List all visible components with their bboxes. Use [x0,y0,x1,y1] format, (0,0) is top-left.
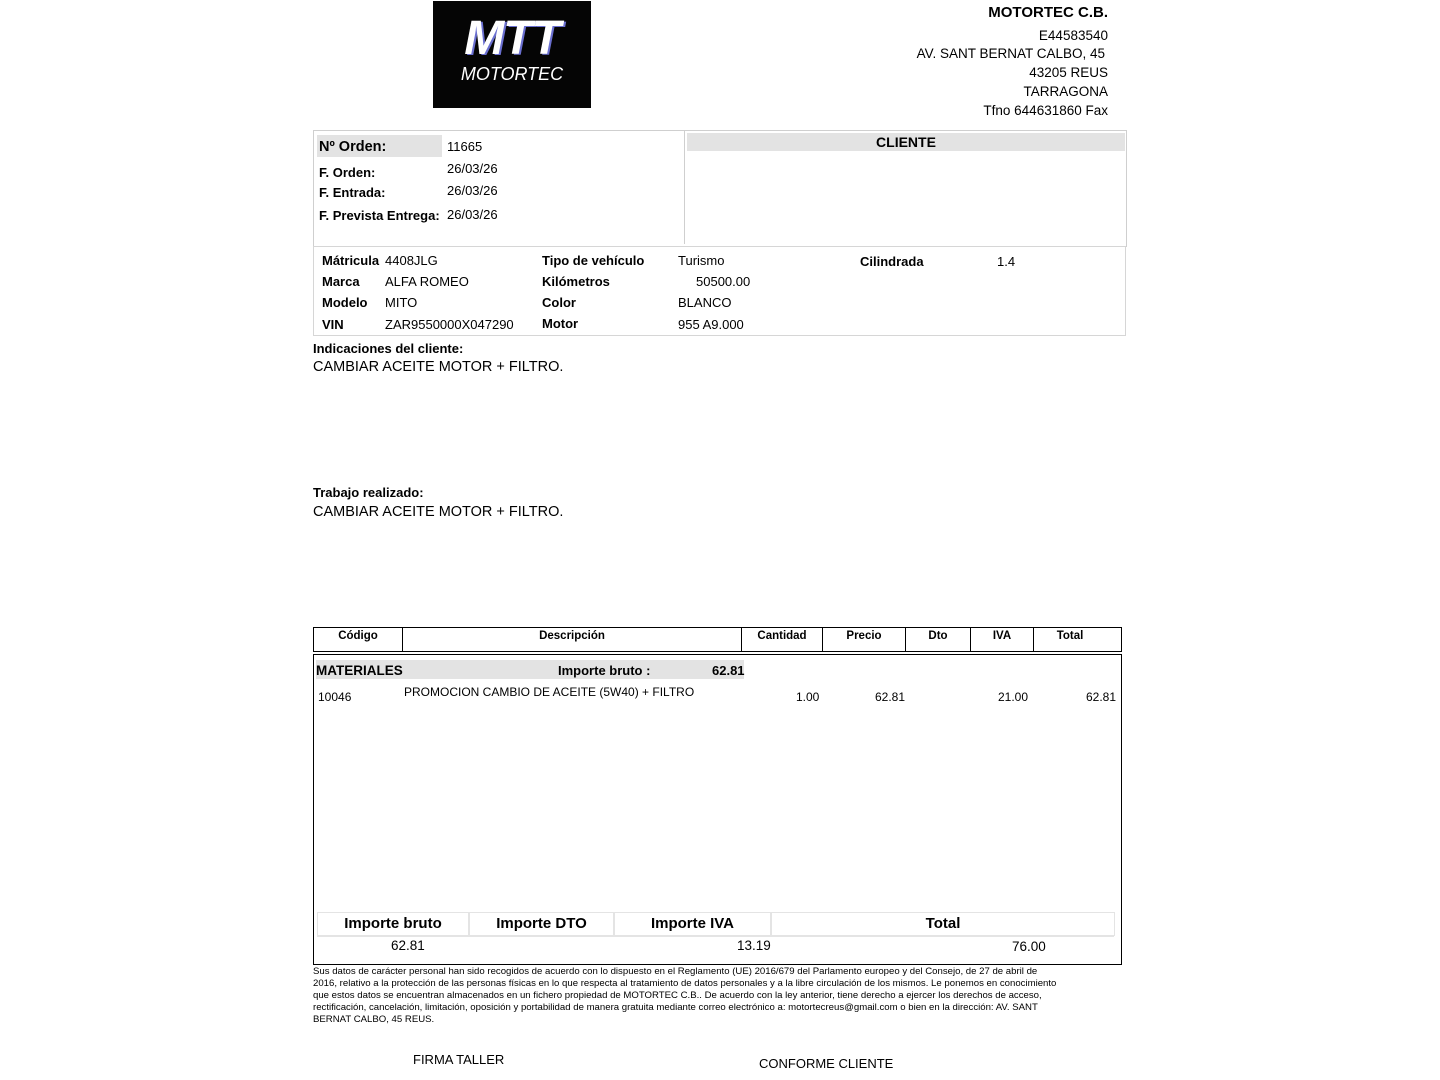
work-label: Trabajo realizado: [313,485,424,500]
order-details [314,131,685,244]
row-total: 62.81 [1086,690,1117,704]
brand-label: Marca [322,274,360,289]
col-price: Precio [846,630,882,642]
items-table-header [313,627,1122,652]
model-label: Modelo [322,295,368,310]
col-vat: IVA [992,630,1012,642]
totals-gross-label: Importe bruto [317,912,469,936]
km-label: Kilómetros [542,274,610,289]
company-city: 43205 REUS [1029,65,1108,80]
order-number: 11665 [447,139,483,154]
vehicle-box [313,246,1126,336]
company-logo [433,1,591,108]
km-value: 50500.00 [696,274,751,289]
row-code: 10046 [318,690,352,704]
brand-value: ALFA ROMEO [385,274,469,289]
vehicle-type-label: Tipo de vehículo [542,253,645,268]
company-cif: E44583540 [1038,28,1108,43]
company-name: MOTORTEC C.B. [988,4,1108,21]
delivery-date: 26/03/26 [447,207,498,222]
entry-date-label: F. Entrada: [319,185,386,200]
client-signature-label: CONFORME CLIENTE [759,1056,894,1071]
order-box [313,130,1127,247]
model-value: MITO [385,295,418,310]
plate-value: 4408JLG [385,253,438,268]
plate-label: Mátricula [322,253,380,268]
row-vat: 21.00 [998,690,1029,704]
row-quantity: 1.00 [796,690,820,704]
col-total: Total [1056,630,1084,642]
vehicle-type-value: Turismo [678,253,725,268]
section-gross-label: Importe bruto : [558,663,651,678]
col-description: Descripción [539,630,605,642]
displacement-value: 1.4 [997,254,1016,269]
color-label: Color [542,295,576,310]
logo-mark: MTT [464,12,560,65]
order-date-label: F. Orden: [319,165,376,180]
col-discount: Dto [928,630,948,642]
vin-value: ZAR9550000X047290 [385,317,514,332]
work-text: CAMBIAR ACEITE MOTOR + FILTRO. [313,504,564,520]
delivery-date-label: F. Prevista Entrega: [319,208,440,223]
totals-vat-value: 13.19 [737,938,771,953]
engine-value: 955 A9.000 [678,317,744,332]
totals-vat-label: Importe IVA [614,912,771,936]
indications-label: Indicaciones del cliente: [313,341,464,356]
indications-text: CAMBIAR ACEITE MOTOR + FILTRO. [313,359,564,375]
totals-total-value: 76.00 [1012,939,1046,954]
totals-discount-label: Importe DTO [469,912,614,936]
items-table-body [313,654,1122,965]
workshop-signature-label: FIRMA TALLER [413,1052,505,1067]
section-gross-value: 62.81 [712,663,745,678]
color-value: BLANCO [678,295,732,310]
entry-date: 26/03/26 [447,183,498,198]
order-date: 26/03/26 [447,161,498,176]
order-number-label: Nº Orden: [319,139,387,155]
row-price: 62.81 [875,690,906,704]
company-address: AV. SANT BERNAT CALBO, 45 [916,46,1105,61]
section-name: MATERIALES [316,663,403,678]
col-quantity: Cantidad [757,630,807,642]
totals-gross-value: 62.81 [391,938,425,953]
row-description: PROMOCION CAMBIO DE ACEITE (5W40) + FILTRO [404,685,695,699]
legal-notice: Sus datos de carácter personal han sido recogidos de acuerdo con lo dispuesto en el Reglamento (UE) 2016/679 del Parlamento europeo y del Consejo, de 27 de abril de 2016, relativo a la protección de las personas físicas en lo que respecta al tratamiento de datos personales y a la libre circulación de los mismos. Le ponemos en conocimiento que estos datos se encuentran almacenados en un fichero propiedad de MOTORTEC C.B.. De acuerdo con la ley anterior, tiene derecho a ejercer los derechos de acceso, rectificación, cancelación, limitación, oposición y portabilidad de manera gratuita mediante correo electrónico a: motortecreus@gmail.com o bien en la dirección: AV. SANT BERNAT CALBO, 45 REUS. [313,966,1057,1025]
totals-total-label: Total [771,912,1115,936]
table-row [314,683,1121,703]
totals-divider [317,936,1114,937]
company-phone: Tfno 644631860 Fax [983,103,1108,118]
logo-subtitle: MOTORTEC [460,64,564,84]
vin-label: VIN [322,317,344,332]
displacement-label: Cilindrada [860,254,924,269]
engine-label: Motor [542,316,579,331]
col-code: Código [338,630,378,642]
company-province: TARRAGONA [1023,84,1108,99]
client-header: CLIENTE [687,133,1125,151]
